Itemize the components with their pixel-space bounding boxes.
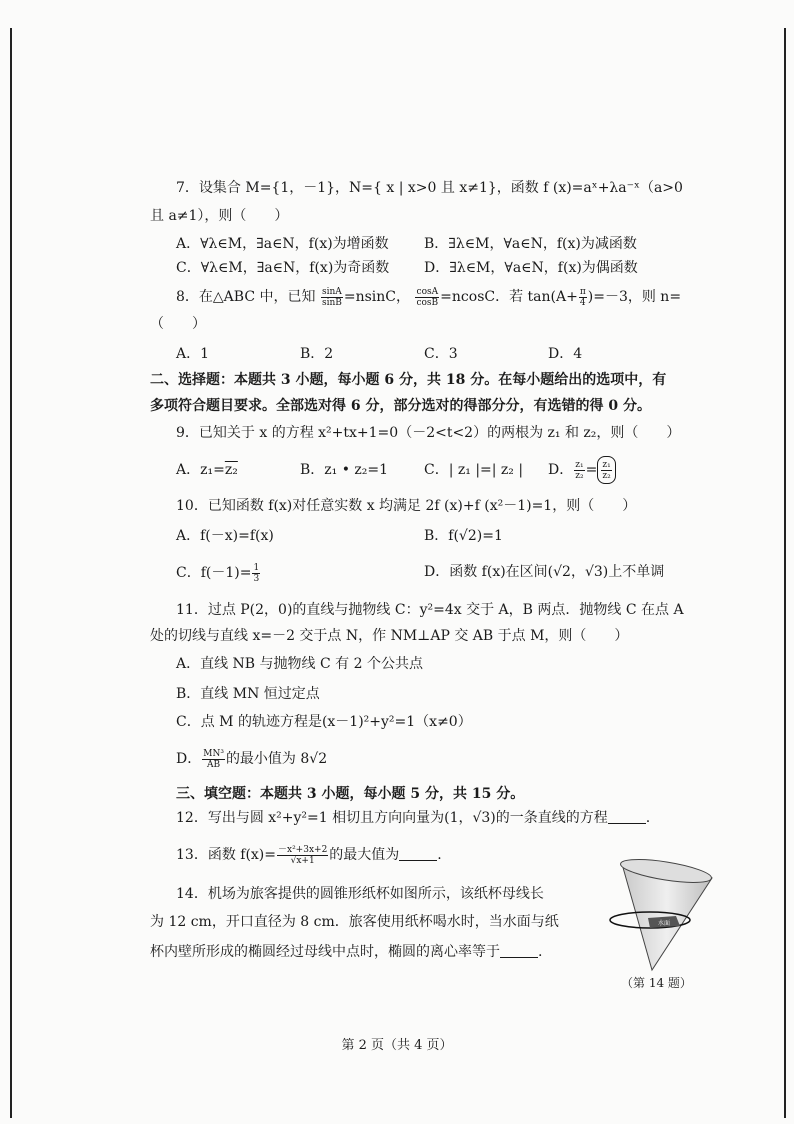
q7-option-a: A．∀λ∈M，∃a∈N，f(x)为增函数 (176, 236, 389, 252)
q8-lead: 8．在△ABC 中，已知 (176, 289, 316, 305)
q14-answer-blank[interactable] (500, 943, 538, 958)
water-label: 水面 (657, 920, 671, 927)
q14-line2: 为 12 cm，开口直径为 8 cm．旅客使用纸杯喝水时，当水面与纸 (150, 914, 559, 930)
q8-frac-sin: $\frac{\sin A}{\sin B}$ (321, 286, 342, 308)
q11-option-a: A．直线 NB 与抛物线 C 有 2 个公共点 (176, 656, 423, 672)
q11-option-b: B．直线 MN 恒过定点 (176, 686, 320, 702)
q9-option-a: A．z₁=z₂ (176, 462, 238, 478)
q14-line3: 杯内壁所形成的椭圆经过母线中点时，椭圆的离心率等于 . (150, 944, 543, 960)
cone-cup-figure (600, 858, 718, 978)
q10-option-d: D．函数 f(x)在区间(√2，√3)上不单调 (424, 564, 665, 580)
left-border (10, 28, 12, 1118)
q7-option-b: B．∃λ∈M，∀a∈N，f(x)为减函数 (424, 236, 637, 252)
right-border (784, 28, 786, 1118)
q9-option-b: B．z₁ • z₂=1 (300, 462, 389, 478)
q9-option-d: D． $\frac{\text{z₁}}{\text{z₂}}$ = $\frac{\text{z₁}}{\text{z₂}}$ (548, 456, 616, 484)
q9-option-c: C．| z₁ |=| z₂ | (424, 462, 524, 478)
section2-heading-line2: 多项符合题目要求。全部选对得 6 分，部分选对的得部分分，有选错的得 0 分。 (150, 398, 651, 414)
q7-option-d: D．∃λ∈M，∀a∈N，f(x)为偶函数 (424, 260, 638, 276)
q7-line1: 7．设集合 M={1，－1}，N={ x | x>0 且 x≠1}，函数 f (x)=aˣ+λa⁻ˣ（a>0 (176, 180, 683, 196)
q11-line2: 处的切线与直线 x=－2 交于点 N，作 NM⊥AP 交 AB 于点 M，则（ ） (150, 628, 629, 644)
figure-caption: （第 14 题） (621, 976, 692, 990)
q9-stem: 9．已知关于 x 的方程 x²+tx+1=0（－2<t<2）的两根为 z₁ 和 z₂，则（ ） (176, 425, 681, 441)
q8-frac-cos: $\frac{\cos A}{\cos B}$ (416, 286, 439, 308)
q8-line2: （ ） (150, 316, 206, 332)
q8-option-b: B．2 (300, 346, 334, 362)
q11-line1: 11．过点 P(2，0)的直线与抛物线 C：y²=4x 交于 A，B 两点．抛物线 C 在点 A (176, 602, 684, 618)
q12-line: 12．写出与圆 x²+y²=1 相切且方向向量为(1，√3)的一条直线的方程 . (176, 810, 651, 826)
q8-option-a: A．1 (176, 346, 210, 362)
section3-heading: 三、填空题：本题共 3 小题，每小题 5 分，共 15 分。 (176, 786, 525, 802)
q10-stem: 10．已知函数 f(x)对任意实数 x 均满足 2f (x)+f (x²－1)=1，则（ ） (176, 498, 637, 514)
q14-line1: 14．机场为旅客提供的圆锥形纸杯如图所示，该纸杯母线长 (176, 886, 544, 902)
q11-option-d: D． $\frac{\text{MN³}}{AB}$ 的最小值为 8√2 (176, 748, 328, 770)
section2-heading-line1: 二、选择题：本题共 3 小题，每小题 6 分，共 18 分。在每小题给出的选项中，有 (150, 372, 667, 388)
q12-answer-blank[interactable] (608, 809, 646, 824)
q8-line1: 8．在△ABC 中，已知 $\frac{\sin A}{\sin B}$ =nsinC， $\frac{\cos A}{\cos B}$ =ncosC．若 tan(A+ $\frac{\pi}{4}$ )=－3，则 n= (176, 286, 682, 308)
q13-line: 13．函数 f(x)= $\frac{\text{－x²+3x+2}}{√x+1}$ 的最大值为 . (176, 844, 442, 866)
q7-option-c: C．∀λ∈M，∃a∈N，f(x)为奇函数 (176, 260, 390, 276)
q11-option-c: C．点 M 的轨迹方程是(x－1)²+y²=1（x≠0） (176, 714, 472, 730)
q8-option-c: C．3 (424, 346, 458, 362)
q10-option-c: C．f(－1)= $\frac{1}{3}$ (176, 562, 260, 584)
q10-option-b: B．f(√2)=1 (424, 528, 503, 544)
page-footer: 第 2 页（共 4 页） (341, 1038, 453, 1053)
q7-line2: 且 a≠1），则（ ） (150, 208, 289, 224)
q13-answer-blank[interactable] (399, 846, 437, 861)
q8-option-d: D．4 (548, 346, 583, 362)
q10-option-a: A．f(－x)=f(x) (176, 528, 274, 544)
q8-frac-pi: $\frac{\pi}{4}$ (579, 286, 586, 308)
